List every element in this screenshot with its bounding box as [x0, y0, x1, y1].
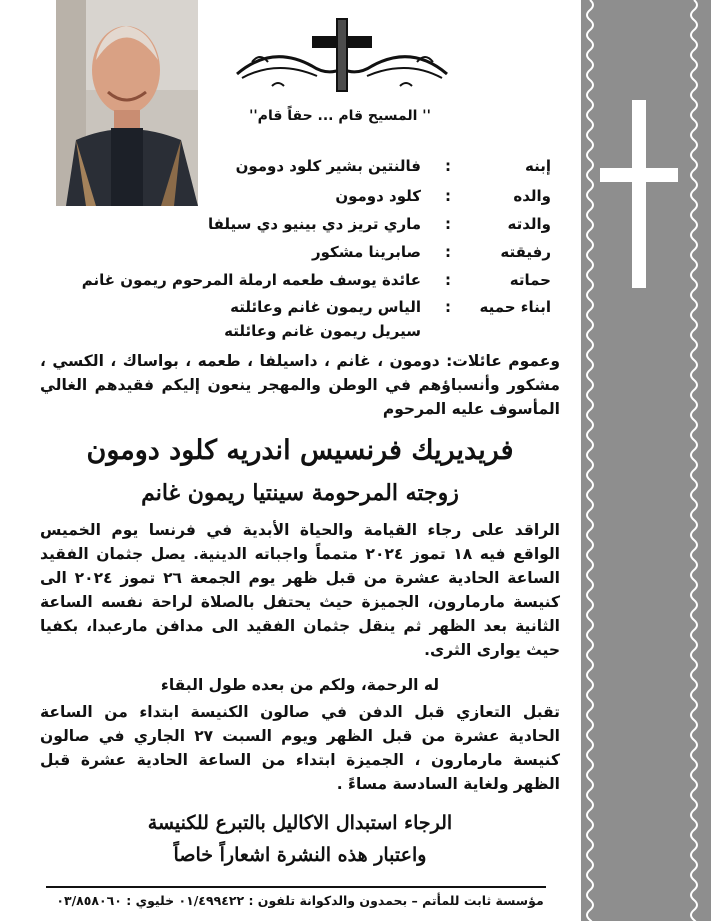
family-label: حماته	[509, 271, 551, 289]
family-value: سيريل ريمون غانم وعائلته	[224, 322, 421, 340]
condolences-paragraph: تقبل التعازي قبل الدفن في صالون الكنيسة ابتداء من الساعة الحادية عشرة من قبل الظهر ويوم السبت ٢٧ الجاري في صالون كنيسة مارمارون ، الجميزة ابتداء من الساعة الحادية عشرة قبل الظهر ولغاية السادسة مساءً .	[40, 703, 560, 793]
footer-contact: مؤسسة ثابت للمأتم – بحمدون والدكوانة تلفون : ٠١/٤٩٩٤٢٢ خليوي : ٠٣/٨٥٨٠٦٠	[56, 893, 544, 908]
family-row-partner	[151, 243, 551, 265]
family-value: صابرينا مشكور	[311, 243, 421, 261]
family-row-in-laws	[151, 298, 551, 320]
family-label: إبنه	[525, 157, 551, 175]
family-row-mother-in-law	[81, 271, 551, 293]
family-row-son	[151, 157, 551, 179]
colon: :	[445, 243, 451, 261]
wavy-border-left	[583, 0, 597, 921]
family-value: عائدة يوسف طعمه ارملة المرحوم ريمون غانم	[81, 271, 421, 289]
colon: :	[445, 187, 451, 205]
wavy-border-right	[687, 0, 701, 921]
family-value: فالنتين بشير كلود دومون	[235, 157, 421, 175]
cross-ornament-icon	[232, 14, 452, 96]
colon: :	[445, 298, 451, 316]
deceased-name: فريديريك فرنسيس اندريه كلود دومون	[86, 435, 514, 466]
deceased-spouse: زوجته المرحومة سينتيا ريمون غانم	[141, 480, 459, 506]
mercy-line: له الرحمة، ولكم من بعده طول البقاء	[160, 676, 440, 694]
family-value: كلود دومون	[335, 187, 421, 205]
family-row-father	[151, 187, 551, 209]
cross-icon	[600, 100, 678, 288]
colon: :	[445, 271, 451, 289]
family-label: والدته	[507, 215, 551, 233]
footer-divider	[46, 886, 546, 888]
easter-greeting: '' المسيح قام ... حقاً قام''	[249, 108, 431, 124]
colon: :	[445, 215, 451, 233]
families-paragraph: وعموم عائلات: دومون ، غانم ، داسيلفا ، طعمه ، بواساك ، الكسي ، مشكور وأنسباؤهم في الوطن والمهجر ينعون إليكم فقيدهم الغالي المأسوف عليه المرحوم	[40, 352, 560, 418]
family-value: الياس ريمون غانم وعائلته	[230, 298, 421, 316]
family-row-in-laws-extra	[151, 322, 551, 344]
funeral-paragraph: الراقد على رجاء القيامة والحياة الأبدية في فرنسا يوم الخميس الواقع فيه ١٨ تموز ٢٠٢٤ متمماً واجباته الدينية. يصل جثمان الفقيد الساعة الحادية عشرة من قبل ظهر يوم الجمعة ٢٦ تموز ٢٠٢٤ الى كنيسة مارمارون، الجميزة حيث يحتفل بالصلاة لراحة نفسه الساعة الثانية بعد الظهر ثم ينقل جثمان الفقيد الى مدافن مارعبدا، بكفيا حيث يوارى الثرى.	[40, 521, 560, 659]
family-label: ابناء حميه	[479, 298, 551, 316]
family-value: ماري تريز دي بينيو دي سيلفا	[207, 215, 421, 233]
family-label: رفيقته	[500, 243, 551, 261]
family-row-mother	[151, 215, 551, 237]
closing-line-1: الرجاء استبدال الاكاليل بالتبرع للكنيسة	[147, 812, 453, 834]
family-label: والده	[513, 187, 551, 205]
closing-line-2: واعتبار هذه النشرة اشعاراً خاصاً	[173, 844, 427, 866]
colon: :	[445, 157, 451, 175]
